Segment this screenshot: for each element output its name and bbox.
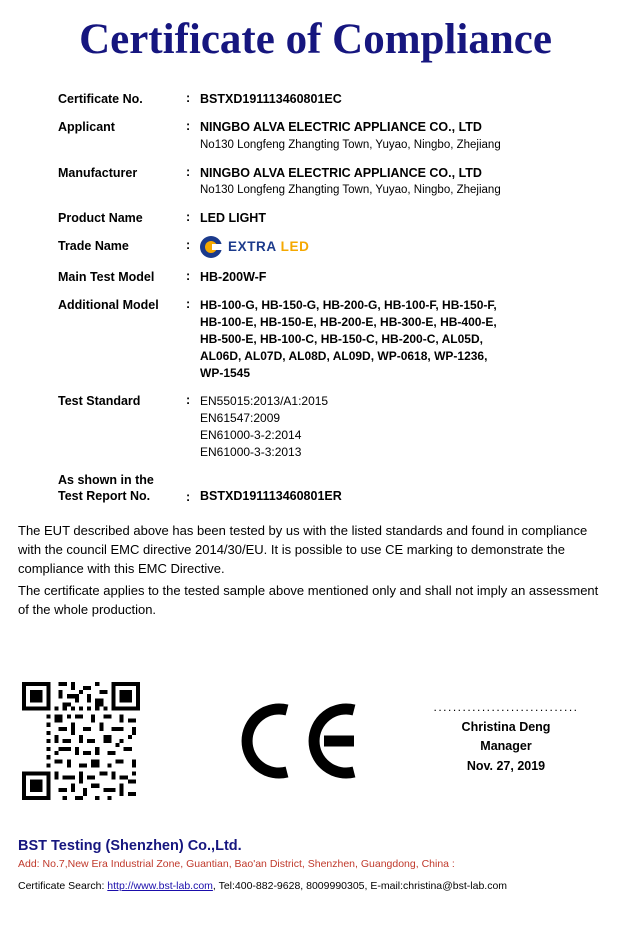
field-colon: : <box>186 392 191 407</box>
field-value: BSTXD191113460801EC <box>200 92 342 107</box>
field-main-test-model <box>58 269 591 286</box>
field-test-standard <box>58 393 591 461</box>
field-label-line2: Test Report No. <box>58 489 151 504</box>
field-manufacturer <box>58 165 591 199</box>
qr-code-icon <box>22 682 140 800</box>
field-label: Trade Name <box>58 238 129 253</box>
test-standard-line: EN61547:2009 <box>200 410 281 425</box>
field-colon: : <box>186 490 191 505</box>
additional-model-line: AL06D, AL07D, AL08D, AL09D, WP-0618, WP-1236, <box>200 348 488 363</box>
footer-search-prefix: Certificate Search: <box>18 880 108 892</box>
field-value-group <box>200 393 591 461</box>
footer-company-name: BST Testing (Shenzhen) Co.,Ltd. <box>18 838 242 854</box>
field-trade-name <box>58 238 591 258</box>
field-colon: : <box>186 164 191 179</box>
declaration-paragraph-1: The EUT described above has been tested by us with the listed standards and found in compliance with the council EMC directive 2014/30/EU. It is possible to use CE marking to demonstrate the compliance with this EMC Directive. <box>18 523 588 577</box>
test-standard-line: EN61000-3-3:2013 <box>200 444 302 459</box>
field-label: Applicant <box>58 120 115 135</box>
field-label: Test Standard <box>58 393 141 408</box>
field-value: NINGBO ALVA ELECTRIC APPLIANCE CO., LTD <box>200 120 482 135</box>
signature-block <box>421 700 591 776</box>
logo-text-secondary: LED <box>280 238 310 254</box>
field-label-line1: As shown in the <box>58 472 154 487</box>
field-colon: : <box>186 209 191 224</box>
footer-website-link[interactable]: http://www.bst-lab.com <box>107 880 213 892</box>
field-value: HB-200W-F <box>200 269 267 284</box>
logo-text <box>228 238 309 256</box>
footer-contact <box>18 880 613 892</box>
signature-dotted-line: .............................. <box>433 700 579 714</box>
field-applicant <box>58 119 591 153</box>
certificate-bottom <box>0 672 631 822</box>
page-title: Certificate of Compliance <box>79 16 552 63</box>
page-footer <box>0 838 631 892</box>
signatory-name: Christina Deng <box>461 720 551 734</box>
declaration-text <box>0 522 631 619</box>
field-colon: : <box>186 237 191 252</box>
field-label: Main Test Model <box>58 269 155 284</box>
field-label-group <box>58 472 186 505</box>
logo-text-primary: EXTRA <box>228 238 277 254</box>
additional-model-line: HB-100-G, HB-150-G, HB-200-G, HB-100-F, HB-150-F, <box>200 297 497 312</box>
extra-led-logo <box>200 236 591 258</box>
field-value-group <box>200 297 591 382</box>
field-label: Manufacturer <box>58 165 138 180</box>
additional-model-line: WP-1545 <box>200 365 251 380</box>
footer-search-suffix: , Tel:400-882-9628, 8009990305, E-mail:christina@bst-lab.com <box>212 880 508 892</box>
field-value-address: No130 Longfeng Zhangting Town, Yuyao, Ningbo, Zhejiang <box>200 184 501 197</box>
field-label: Certificate No. <box>58 92 143 107</box>
signatory-position: Manager <box>480 739 532 754</box>
test-standard-line: EN55015:2013/A1:2015 <box>200 393 329 408</box>
field-test-report-no <box>58 472 591 505</box>
field-value-group <box>200 165 591 199</box>
additional-model-line: HB-500-E, HB-100-C, HB-150-C, HB-200-C, AL05D, <box>200 331 483 346</box>
field-colon: : <box>186 268 191 283</box>
field-value-group <box>200 119 591 153</box>
field-colon: : <box>186 91 191 106</box>
field-value: LED LIGHT <box>200 210 266 225</box>
certificate-fields <box>0 91 631 504</box>
field-value-address: No130 Longfeng Zhangting Town, Yuyao, Ningbo, Zhejiang <box>200 139 501 152</box>
logo-circle-icon <box>200 236 222 258</box>
field-certificate-no <box>58 91 591 108</box>
declaration-paragraph-2: The certificate applies to the tested sample above mentioned only and shall not imply an assessment of the whole production. <box>18 583 599 617</box>
footer-address: Add: No.7,New Era Industrial Zone, Guantian, Bao'an District, Shenzhen, Guangdong, China : <box>18 858 455 870</box>
field-label: Product Name <box>58 210 143 225</box>
additional-model-line: HB-100-E, HB-150-E, HB-200-E, HB-300-E, HB-400-E, <box>200 314 497 329</box>
field-value-group <box>200 238 591 258</box>
field-value: NINGBO ALVA ELECTRIC APPLIANCE CO., LTD <box>200 165 482 180</box>
field-value: BSTXD191113460801ER <box>200 488 342 503</box>
ce-mark-icon <box>232 700 362 782</box>
field-product-name <box>58 210 591 227</box>
field-colon: : <box>186 119 191 134</box>
field-label: Additional Model <box>58 297 159 312</box>
test-standard-line: EN61000-3-2:2014 <box>200 427 302 442</box>
field-colon: : <box>186 296 191 311</box>
field-additional-model <box>58 297 591 382</box>
issue-date: Nov. 27, 2019 <box>466 758 546 773</box>
